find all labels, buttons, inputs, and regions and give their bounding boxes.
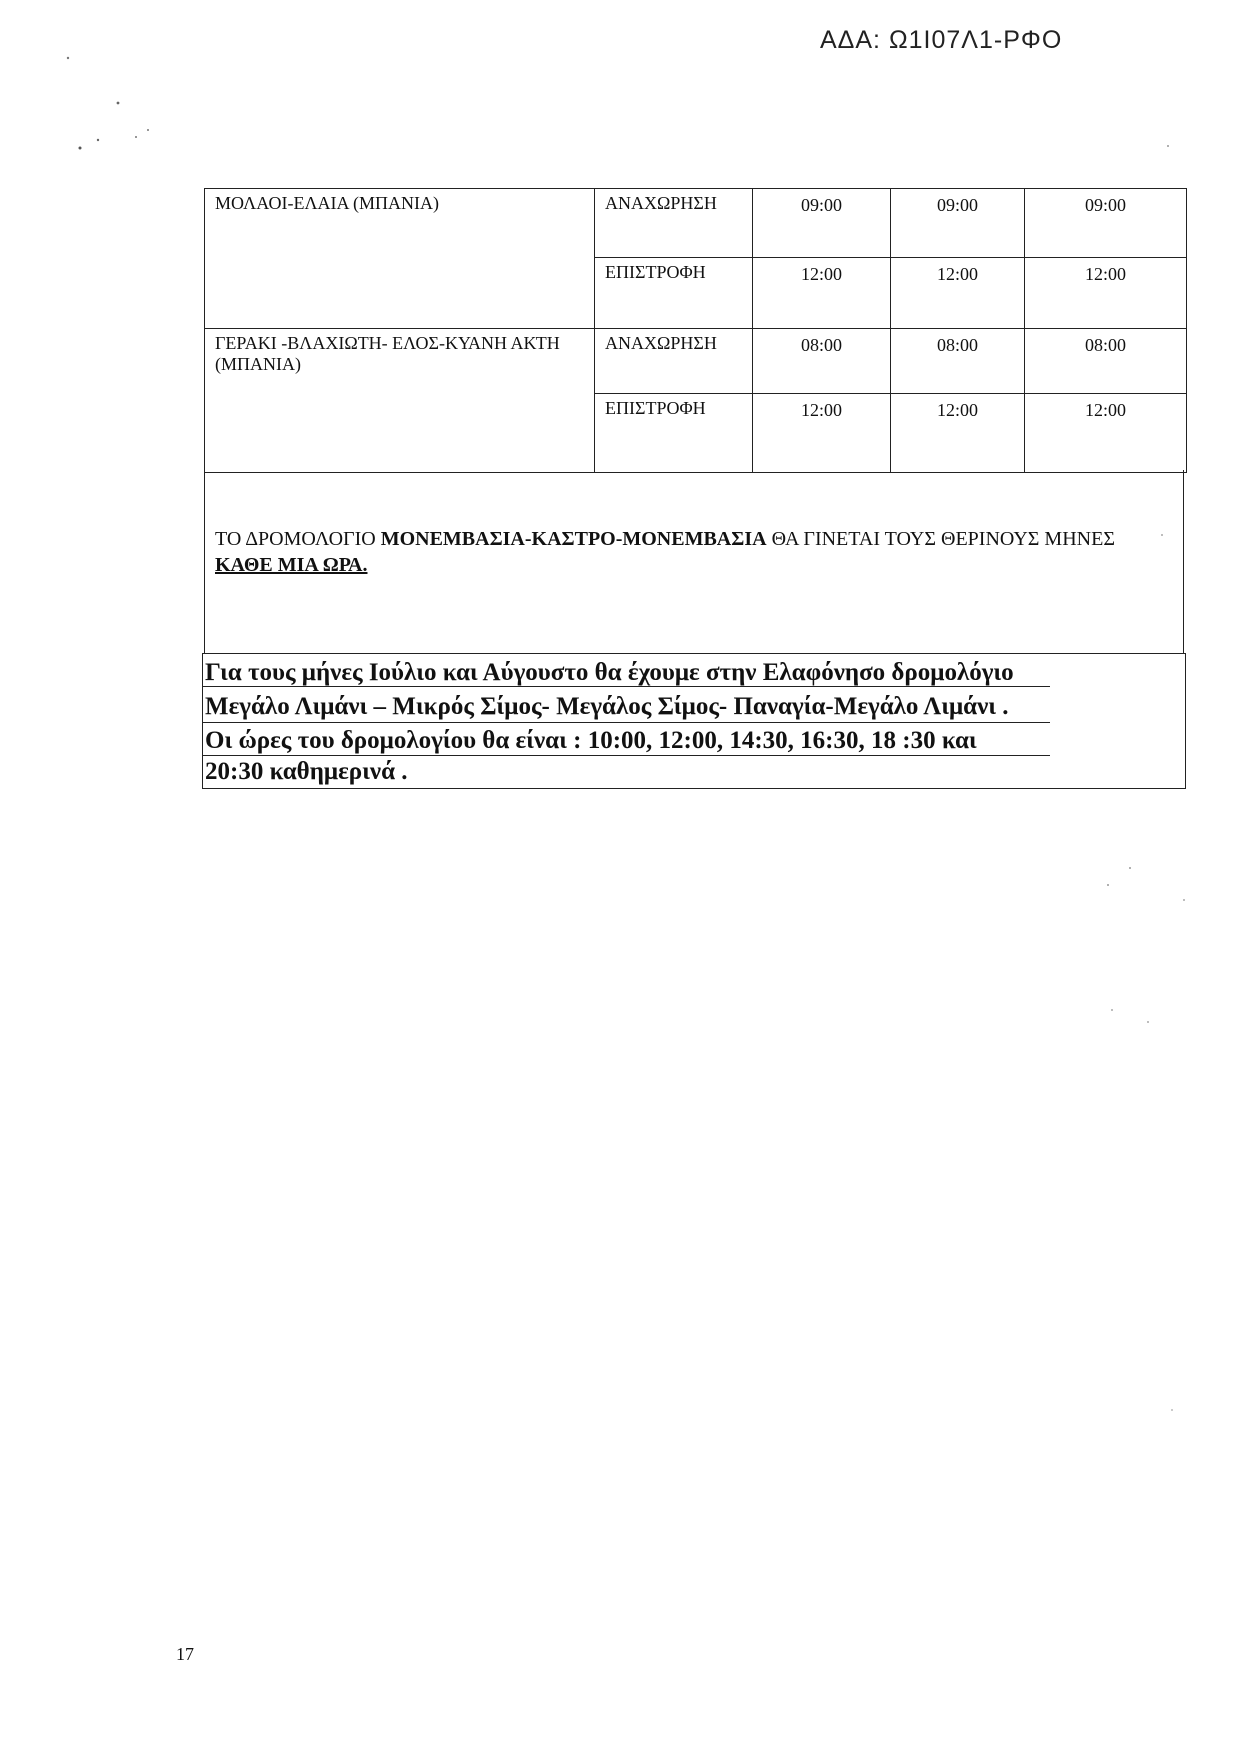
route-cell: ΓΕΡΑΚΙ -ΒΛΑΧΙΩΤΗ- ΕΛΟΣ-ΚΥΑΝΗ ΑΚΤΗ (ΜΠΑΝΙΑ)	[205, 329, 595, 473]
route-cell: ΜΟΛΑΟΙ-ΕΛΑΙΑ (ΜΠΑΝΙΑ)	[205, 189, 595, 329]
return-label: ΕΠΙΣΤΡΟΦΗ	[595, 394, 753, 473]
time-cell: 08:00	[1025, 329, 1187, 394]
elafonisos-line: Μεγάλο Λιμάνι – Μικρός Σίμος- Μεγάλος Σίμος- Παναγία-Μεγάλο Λιμάνι .	[205, 693, 1009, 720]
return-label: ΕΠΙΣΤΡΟΦΗ	[595, 258, 753, 329]
time-cell: 09:00	[753, 189, 891, 258]
schedule-table	[204, 188, 1187, 473]
time-cell: 12:00	[1025, 258, 1187, 329]
ada-code: ΑΔΑ: Ω1Ι07Λ1-ΡΦΟ	[820, 26, 1063, 54]
table-row	[205, 329, 1187, 394]
time-cell: 12:00	[891, 394, 1025, 473]
time-cell: 12:00	[753, 394, 891, 473]
time-cell: 12:00	[891, 258, 1025, 329]
elafonisos-line: 20:30 καθημερινά .	[205, 758, 408, 785]
time-cell: 08:00	[753, 329, 891, 394]
note-prefix: ΤΟ ΔΡΟΜΟΛΟΓΙΟ	[215, 528, 381, 550]
departure-label: ΑΝΑΧΩΡΗΣΗ	[595, 189, 753, 258]
time-cell: 12:00	[1025, 394, 1187, 473]
note-route: ΜΟΝΕΜΒΑΣΙΑ-ΚΑΣΤΡΟ-ΜΟΝΕΜΒΑΣΙΑ	[380, 528, 767, 550]
note-middle: ΘΑ ΓΙΝΕΤΑΙ ΤΟΥΣ ΘΕΡΙΝΟΥΣ ΜΗΝΕΣ	[766, 528, 1115, 550]
time-cell: 09:00	[1025, 189, 1187, 258]
time-cell: 12:00	[753, 258, 891, 329]
monemvasia-note-text	[215, 526, 1155, 578]
note-frequency: ΚΑΘΕ ΜΙΑ ΩΡΑ.	[215, 554, 368, 576]
time-cell: 08:00	[891, 329, 1025, 394]
elafonisos-note	[202, 653, 1186, 789]
line-underline	[203, 722, 1050, 723]
line-underline	[203, 686, 1050, 687]
table-row	[205, 189, 1187, 258]
time-cell: 09:00	[891, 189, 1025, 258]
elafonisos-line: Οι ώρες του δρομολογίου θα είναι : 10:00, 12:00, 14:30, 16:30, 18 :30 και	[205, 727, 977, 754]
elafonisos-line: Για τους μήνες Ιούλιο και Αύγουστο θα έχουμε στην Ελαφόνησο δρομολόγιο	[205, 659, 1014, 686]
monemvasia-note	[204, 470, 1184, 654]
page-number: 17	[176, 1644, 194, 1664]
line-underline	[203, 755, 1050, 756]
departure-label: ΑΝΑΧΩΡΗΣΗ	[595, 329, 753, 394]
